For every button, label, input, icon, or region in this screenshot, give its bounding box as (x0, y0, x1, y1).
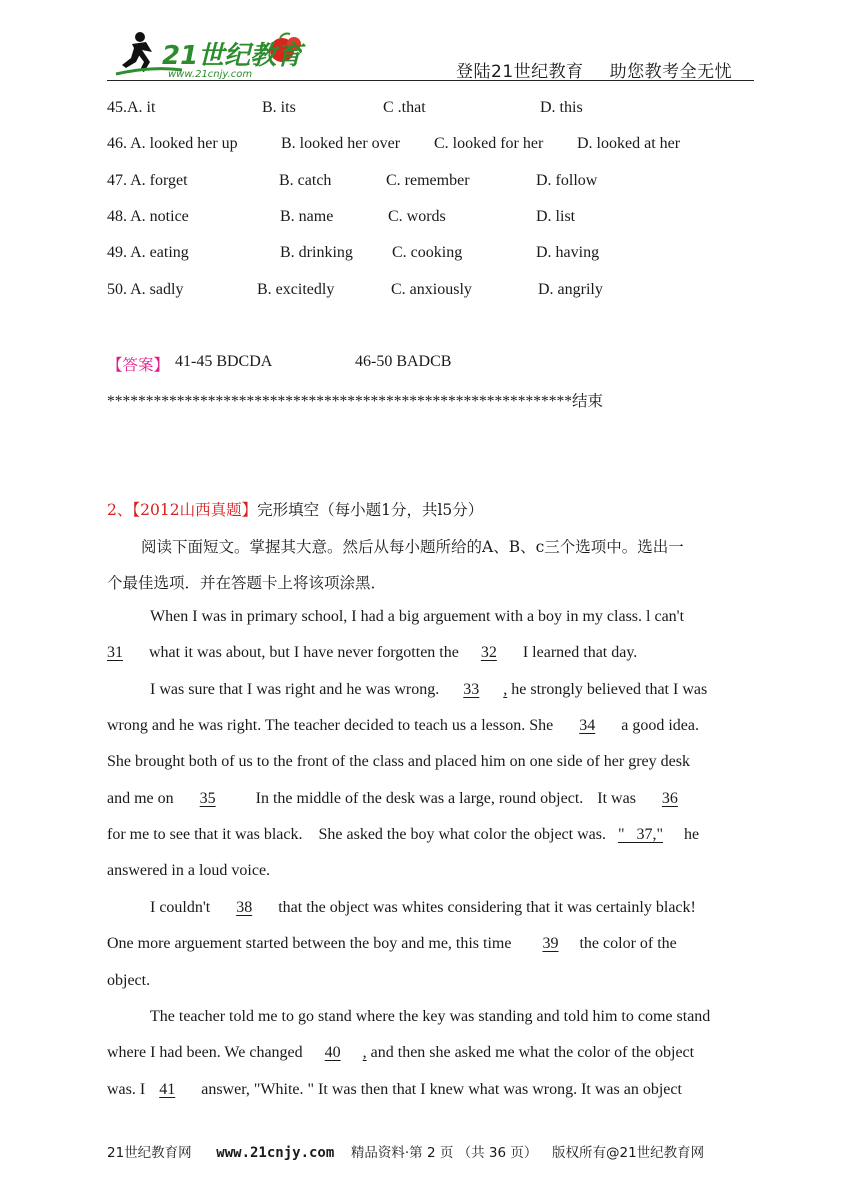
passage-line: I was sure that I was right and he was wrong. 33 , he strongly believed that I was (150, 681, 708, 698)
header-slogan (456, 57, 732, 82)
passage-line: I couldn't 38 that the object was whites considering that it was certainly black! (150, 899, 696, 916)
option-c: C .that (383, 99, 426, 116)
section-heading (107, 498, 483, 520)
footer-copyright: 版权所有@21世纪教育网 (552, 1145, 705, 1161)
section-title: 完形填空（每小题1分，共l5分） (257, 501, 484, 519)
option-a: 45.A. it (107, 99, 156, 116)
option-b: B. catch (279, 172, 332, 189)
blank-41: 41 (159, 1081, 176, 1098)
logo-url: www.21cnjy.com (168, 69, 253, 80)
option-a: 46. A. looked her up (107, 135, 238, 152)
passage-line: for me to see that it was black. She asked the boy what color the object was. " 37," he (107, 826, 700, 843)
option-c: C. cooking (392, 244, 463, 261)
blank-38: 38 (236, 899, 253, 916)
end-divider (107, 389, 603, 411)
option-b: B. looked her over (281, 135, 401, 152)
option-b: B. name (280, 208, 334, 225)
option-a: 47. A. forget (107, 172, 188, 189)
footer-site: 21世纪教育网 (107, 1145, 192, 1161)
slogan-left: 登陆21世纪教育 (456, 62, 584, 82)
section-tag: 【2012山西真题】 (132, 501, 258, 519)
header-divider (107, 80, 754, 81)
answer-tag: 【答案】 (107, 356, 170, 374)
end-label: 结束 (572, 392, 604, 410)
option-a: 49. A. eating (107, 244, 189, 261)
option-d: D. list (536, 208, 576, 225)
blank-35: 35 (199, 790, 216, 807)
option-d: D. follow (536, 172, 598, 189)
logo-text: 21世纪教育 (162, 41, 303, 71)
option-c: C. anxiously (391, 281, 472, 298)
option-b: B. its (262, 99, 296, 116)
option-d: D. looked at her (577, 135, 681, 152)
section-number: 2、 (107, 501, 133, 519)
blank-32: 32 (480, 644, 497, 661)
passage-line: wrong and he was right. The teacher decided to teach us a lesson. She 34 a good idea. (107, 717, 699, 734)
option-a: 50. A. sadly (107, 281, 184, 298)
option-c: C. looked for her (434, 135, 544, 152)
site-logo (112, 28, 307, 80)
option-d: D. having (536, 244, 600, 261)
blank-40: 40 (324, 1044, 341, 1061)
page-footer (107, 1141, 704, 1161)
passage-line: When I was in primary school, I had a big arguement with a boy in my class. l can't (150, 608, 685, 625)
slogan-right: 助您教考全无忧 (609, 62, 733, 82)
option-c: C. words (388, 208, 446, 225)
passage-line: where I had been. We changed 40 , and then she asked me what the color of the object (107, 1044, 695, 1061)
passage-line: The teacher told me to go stand where the key was standing and told him to come stand (150, 1008, 711, 1025)
footer-page-info: 精品资料·第 2 页 （共 36 页） (350, 1145, 538, 1161)
option-b: B. drinking (280, 244, 353, 261)
passage-line: 31 what it was about, but I have never forgotten the 32 I learned that day. (107, 644, 638, 661)
instruction-line-2: 个最佳选项．并在答题卡上将该项涂黑． (107, 574, 387, 592)
option-b: B. excitedly (257, 281, 335, 298)
blank-33: 33 (463, 681, 480, 698)
blank-36: 36 (661, 790, 678, 807)
footer-url[interactable]: www.21cnjy.com (216, 1145, 335, 1161)
blank-37: " 37," (617, 826, 664, 843)
passage-line: was. I 41 answer, "White. " It was then that I knew what was wrong. It was an object (107, 1081, 682, 1098)
option-d: D. angrily (538, 281, 603, 298)
passage-line: and me on 35 In the middle of the desk was a large, round object. It was 36 (107, 790, 704, 808)
blank-39: 39 (542, 935, 559, 952)
passage-line: object. (107, 972, 151, 989)
option-c: C. remember (386, 172, 470, 189)
end-stars: ************************************************************ (107, 393, 572, 410)
blank-34: 34 (579, 717, 596, 734)
answer-part1: 41-45 BDCDA (175, 353, 273, 370)
instruction-line-1: 阅读下面短文。掌握其大意。然后从每小题所给的A、B、c三个选项中。选出一 (141, 538, 684, 556)
passage-line: answered in a loud voice. (107, 862, 271, 879)
option-a: 48. A. notice (107, 208, 189, 225)
blank-31: 31 (107, 644, 123, 661)
answer-part2: 46-50 BADCB (355, 353, 452, 370)
passage-line: She brought both of us to the front of the class and placed him on one side of her grey desk (107, 753, 690, 770)
option-d: D. this (540, 99, 583, 116)
passage-line: One more arguement started between the boy and me, this time 39 the color of the (107, 935, 677, 952)
